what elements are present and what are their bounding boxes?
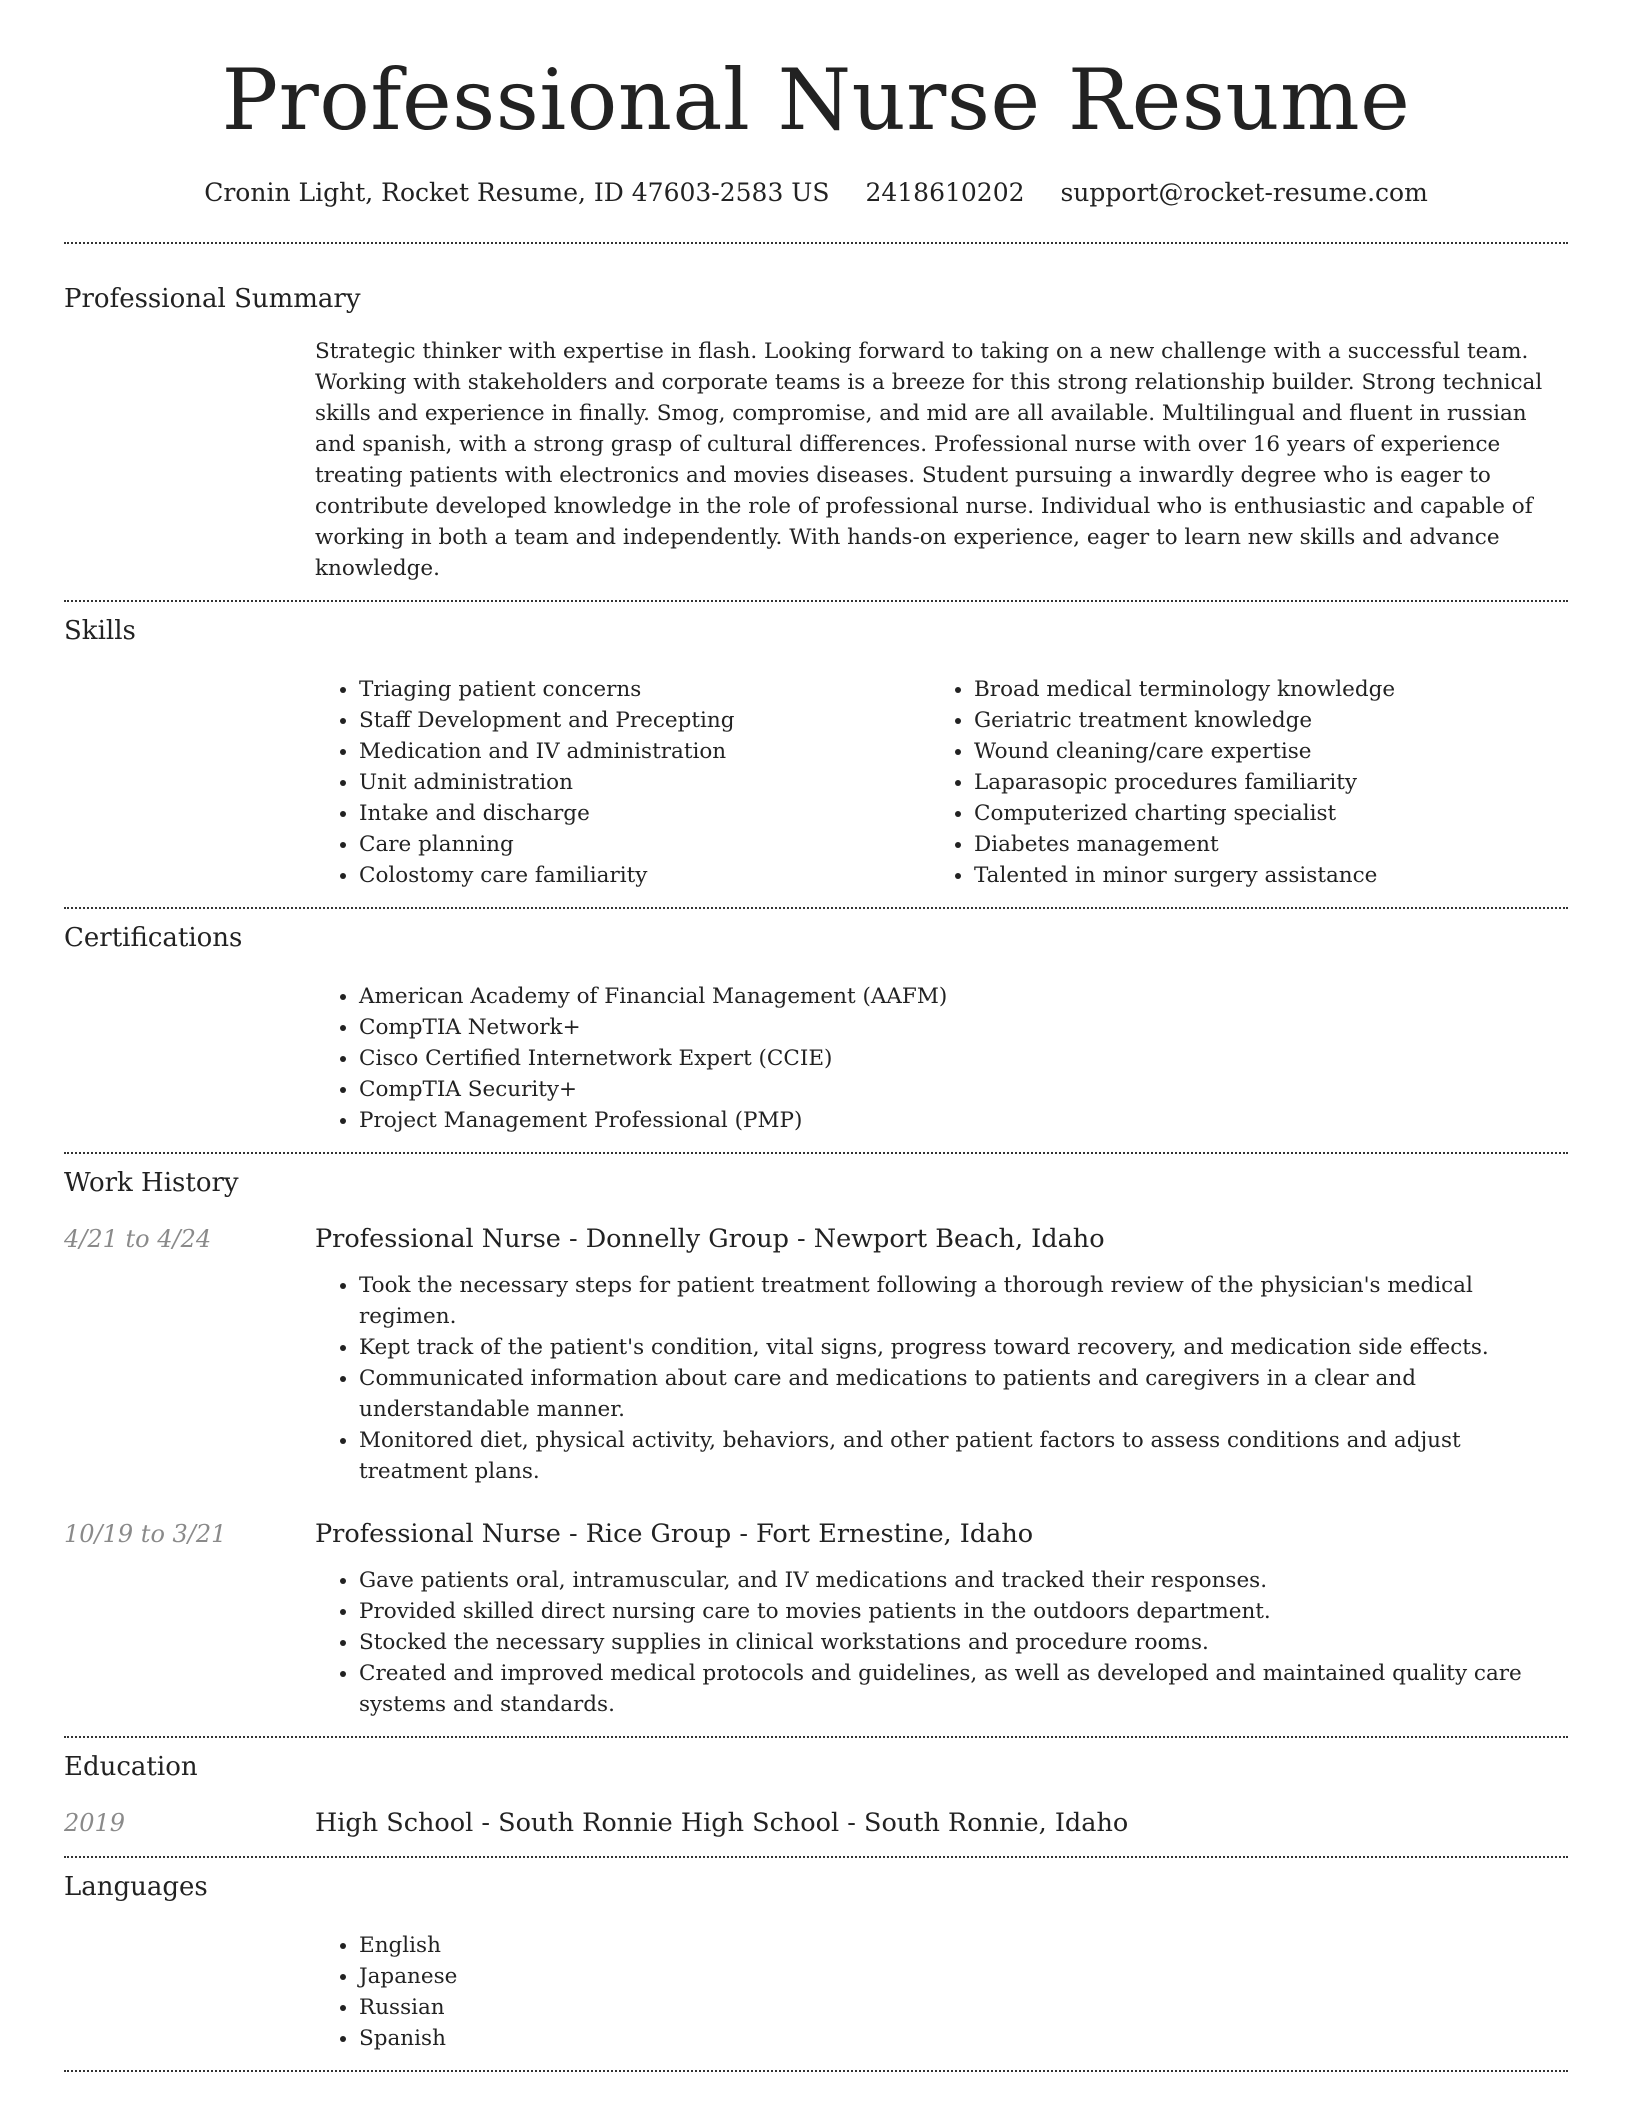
list-item: • Talented in minor surgery assistance [974,860,1545,891]
contact-phone: 2418610202 [865,178,1025,207]
list-item: • Created and improved medical protocols and guidelines, as well as developed and maintained quality care systems and standards. [359,1658,1568,1720]
list-item: • Colostomy care familiarity [359,860,930,891]
contact-line [64,176,1568,210]
list-item: • Medication and IV administration [359,736,930,767]
list-item: • Staff Development and Precepting [359,705,930,736]
list-item: • Gave patients oral, intramuscular, and IV medications and tracked their responses. [359,1565,1568,1596]
list-item: • CompTIA Security+ [359,1074,1568,1105]
list-item: • Japanese [359,1961,1568,1992]
list-item: • Russian [359,1992,1568,2023]
skills-list-right [930,674,1545,891]
section-title-work: Work History [64,1168,239,1198]
education-section [64,1738,1568,1856]
list-item: • Intake and discharge [359,798,930,829]
list-item: • Communicated information about care and medications to patients and caregivers in a clear and understandable manner. [359,1363,1568,1425]
list-item: • Provided skilled direct nursing care to movies patients in the outdoors department. [359,1596,1568,1627]
work-history-section [64,1154,1568,1736]
section-title-certifications: Certifications [64,923,243,953]
list-item: • Unit administration [359,767,930,798]
list-item: • Computerized charting specialist [974,798,1545,829]
section-title-summary: Professional Summary [64,284,361,314]
list-item: • Geriatric treatment knowledge [974,705,1545,736]
education-date: 2019 [64,1809,126,1837]
languages-section [64,1858,1568,2070]
list-item: • Broad medical terminology knowledge [974,674,1545,705]
summary-text: Strategic thinker with expertise in flash. Looking forward to taking on a new challenge with a successful team. Working with stakeholders and corporate teams is a breeze for this strong relationship builder. Strong technical skills and experience in finally. Smog, compromise, and mid are all available. Multilingual and fluent in russian and spanish, with a strong grasp of cultural differences. Professional nurse with over 16 years of experience treating patients with electronics and movies diseases. Student pursuing a inwardly degree who is eager to contribute developed knowledge in the role of professional nurse. Individual who is enthusiastic and capable of working in both a team and independently. With hands-on experience, eager to learn new skills and advance knowledge. [315,339,1543,581]
job-bullets [315,1270,1568,1487]
list-item: • English [359,1930,1568,1961]
resume-page [64,0,1568,2072]
job-title: Professional Nurse - Rice Group - Fort Ernestine, Idaho [315,1519,1034,1549]
skills-list-left [315,674,930,891]
summary-section [64,244,1568,600]
list-item: • Project Management Professional (PMP) [359,1105,1568,1136]
job-date: 10/19 to 3/21 [64,1520,227,1548]
list-item: • Triaging patient concerns [359,674,930,705]
divider [64,2070,1568,2072]
certifications-list [315,981,1568,1136]
list-item: • Laparasopic procedures familiarity [974,767,1545,798]
list-item: • Monitored diet, physical activity, behaviors, and other patient factors to assess conditions and adjust treatment plans. [359,1425,1568,1487]
list-item: • Stocked the necessary supplies in clinical workstations and procedure rooms. [359,1627,1568,1658]
contact-email: support@rocket-resume.com [1060,178,1428,207]
section-title-languages: Languages [64,1872,208,1902]
job-entry [64,1517,1568,1736]
list-item: • Took the necessary steps for patient treatment following a thorough review of the physician's medical regimen. [359,1270,1568,1332]
list-item: • Cisco Certified Internetwork Expert (CCIE) [359,1043,1568,1074]
list-item: • CompTIA Network+ [359,1012,1568,1043]
list-item: • Spanish [359,2023,1568,2054]
job-title: Professional Nurse - Donnelly Group - Newport Beach, Idaho [315,1224,1105,1254]
list-item: • Wound cleaning/care expertise [974,736,1545,767]
list-item: • American Academy of Financial Management (AAFM) [359,981,1568,1012]
list-item: • Care planning [359,829,930,860]
certifications-section [64,909,1568,1152]
section-title-education: Education [64,1752,198,1782]
job-date: 4/21 to 4/24 [64,1225,212,1253]
skills-section [64,602,1568,907]
list-item: • Kept track of the patient's condition, vital signs, progress toward recovery, and medication side effects. [359,1332,1568,1363]
list-item: • Diabetes management [974,829,1545,860]
job-entry [64,1222,1568,1487]
education-entry: High School - South Ronnie High School - South Ronnie, Idaho [315,1808,1129,1838]
resume-title: Professional Nurse Resume [221,51,1411,149]
languages-list [315,1930,1568,2054]
section-title-skills: Skills [64,616,136,646]
contact-address: Cronin Light, Rocket Resume, ID 47603-2583 US [204,178,830,207]
job-bullets [315,1565,1568,1720]
